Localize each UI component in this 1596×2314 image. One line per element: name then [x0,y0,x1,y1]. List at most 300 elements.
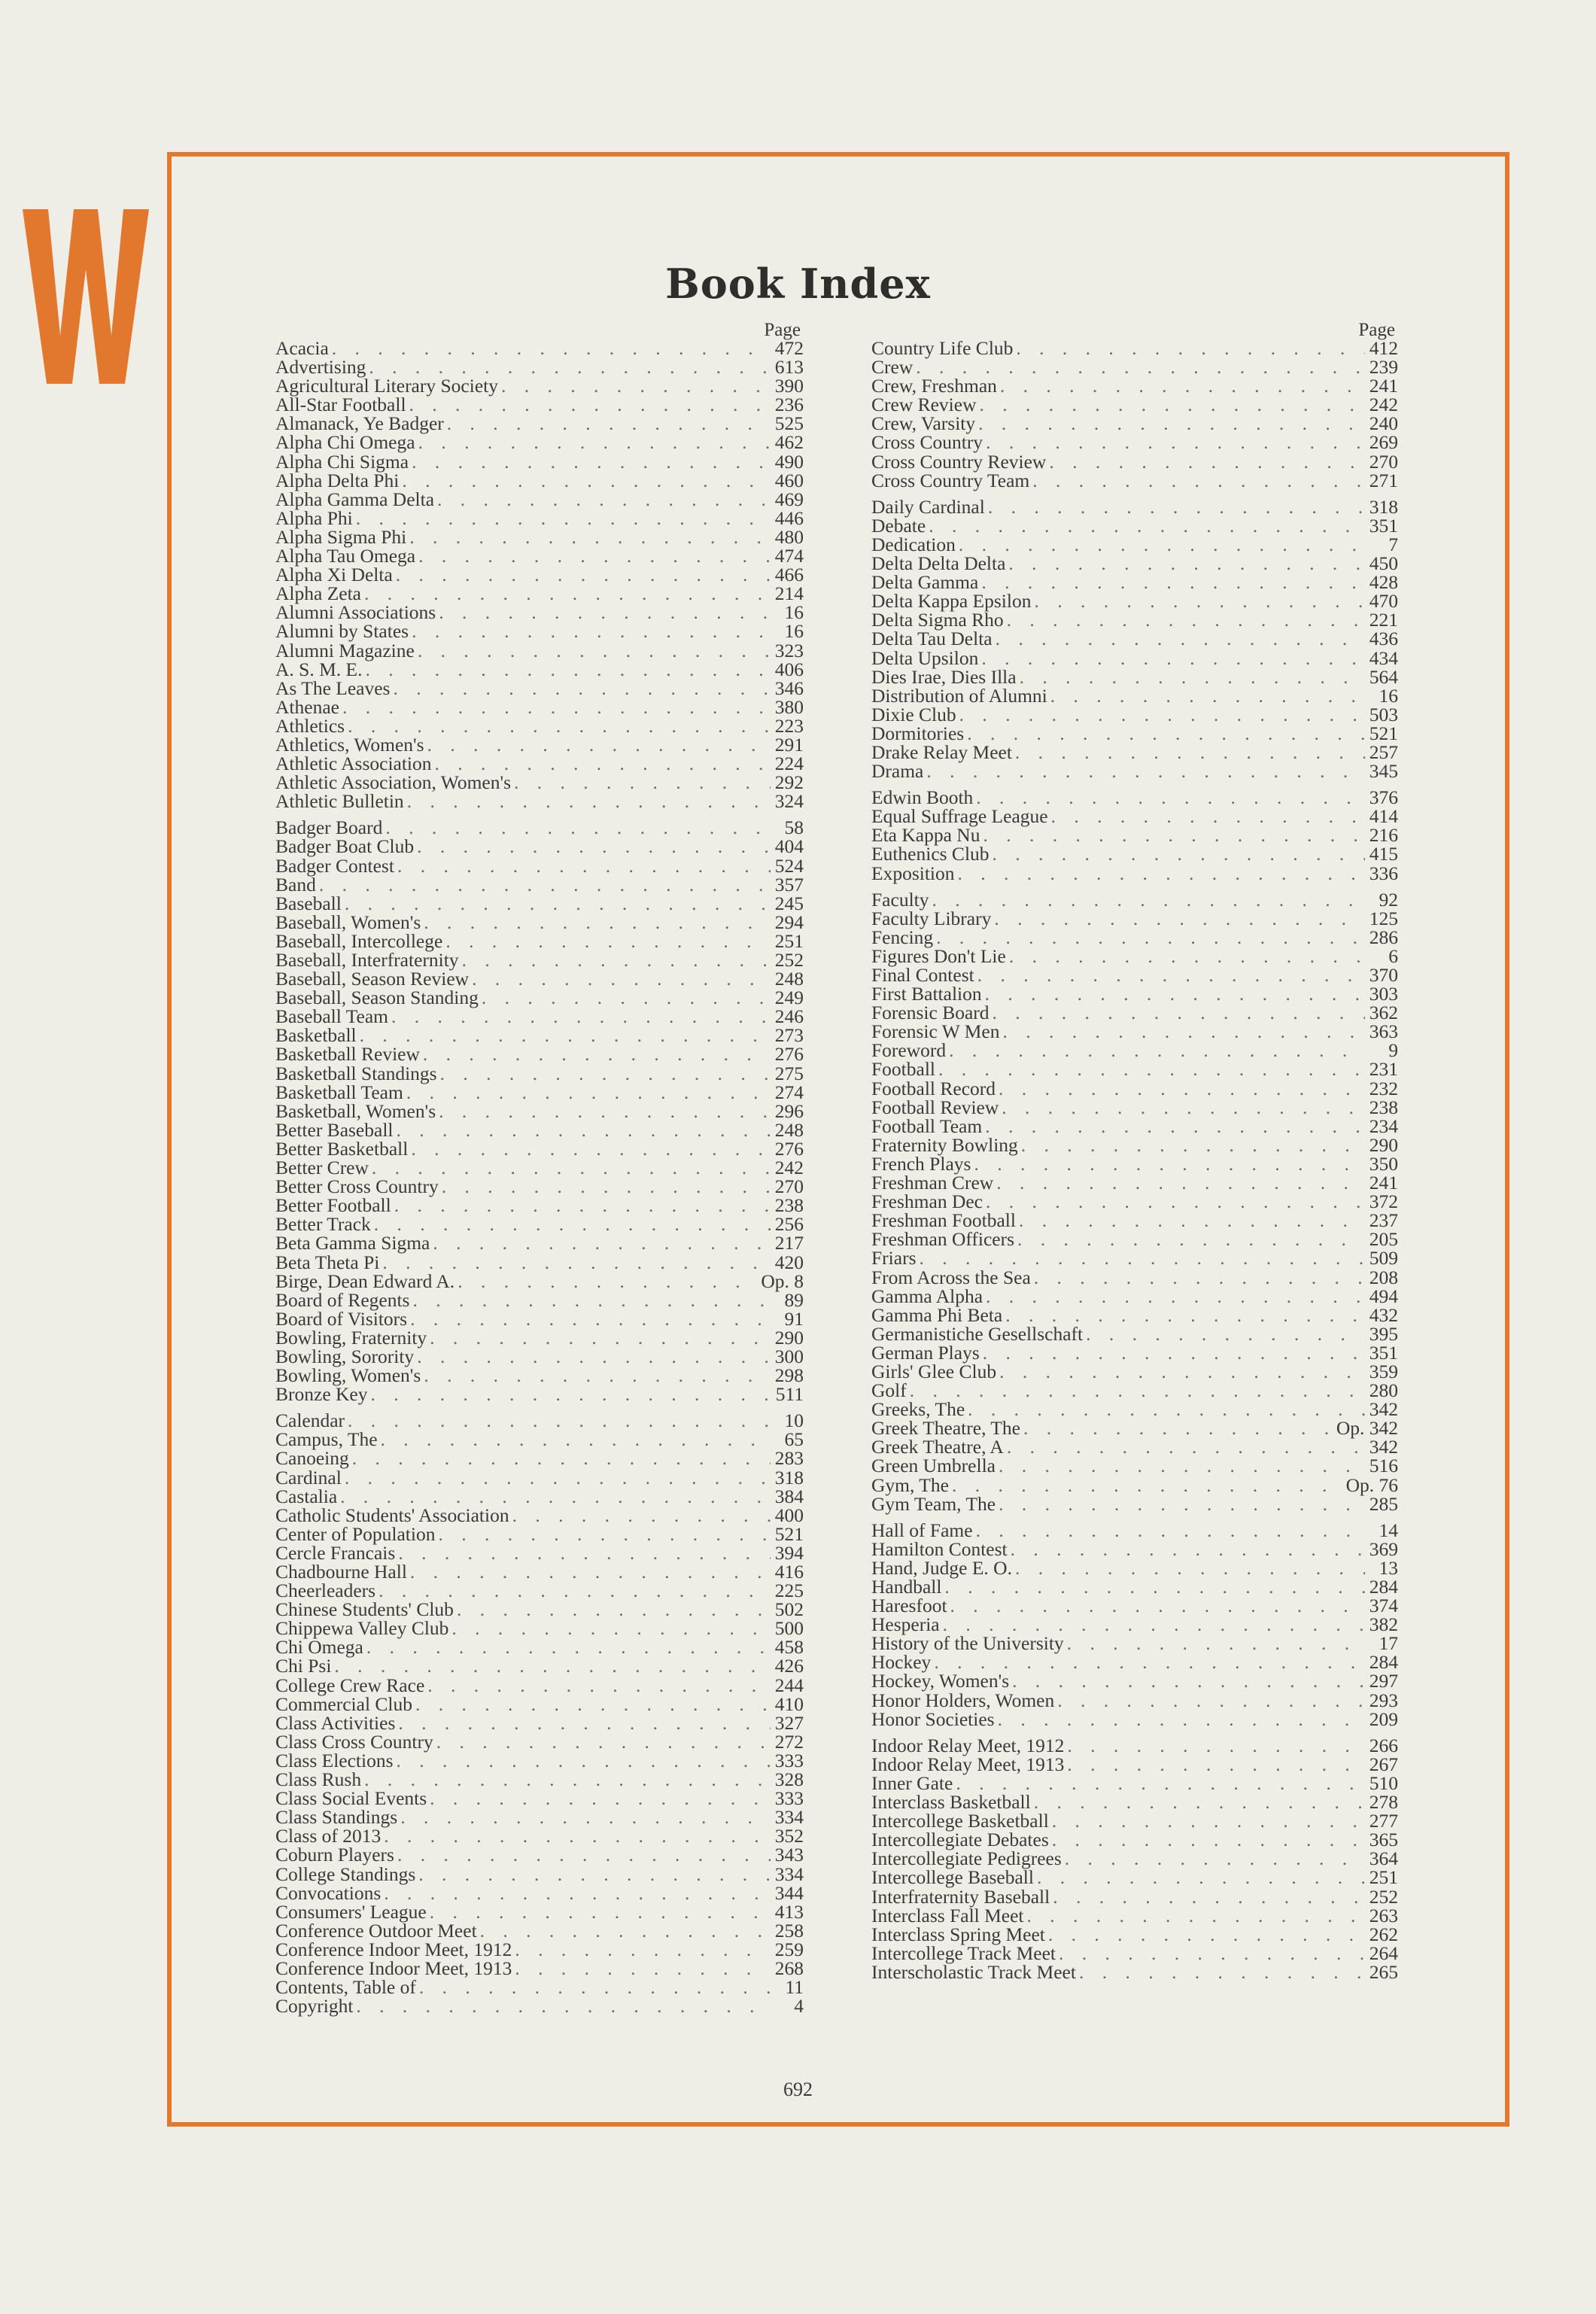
index-entry [275,679,804,698]
index-entry [275,620,804,643]
index-entry-name: Eta Kappa Nu [871,824,980,847]
index-entry-name: Athletics, Women's [275,733,424,756]
dot-leader [999,1456,1365,1475]
index-entry-name: Forensic Board [871,1002,990,1024]
index-entry [871,1830,1398,1849]
dot-leader [1019,1211,1365,1230]
index-entry [275,1411,804,1430]
dot-leader [920,1248,1366,1267]
index-entry-page: 276 [774,1043,804,1066]
index-entry-page: 258 [774,1919,804,1942]
dot-leader [433,1233,771,1252]
index-entry-name: Intercollege Baseball [871,1866,1034,1889]
dot-leader [1002,1022,1365,1041]
dot-leader [384,1884,771,1902]
index-entry-name: Beta Theta Pi [275,1251,380,1273]
index-entry-name: Athletics [275,714,345,737]
index-entry [871,1381,1398,1400]
index-entry [871,471,1398,490]
index-entry-page: 490 [774,450,804,473]
index-entry-page: 217 [774,1232,804,1254]
dot-leader [391,1007,771,1026]
index-entry [275,894,804,913]
index-entry [871,1133,1398,1156]
index-entry-page: 280 [1369,1379,1398,1402]
index-entry-name: Inner Gate [871,1771,953,1794]
index-entry-name: Cardinal [275,1466,342,1488]
index-entry [871,1003,1398,1022]
index-entry-name: Faculty [871,888,929,911]
index-entry [871,788,1398,807]
index-entry-name: Copyright [275,1995,354,2018]
index-entry [871,944,1398,967]
index-entry-page: 333 [774,1749,804,1771]
index-entry-page: 334 [774,1806,804,1829]
index-entry [871,740,1398,763]
dot-leader [1050,686,1365,705]
index-entry-name: Chi Psi [275,1655,332,1677]
dot-leader [412,1291,771,1309]
index-entry-name: Intercollege Basketball [871,1810,1049,1832]
index-entry-page: 214 [774,582,804,605]
dot-leader [952,1476,1343,1495]
index-entry-name: Hall of Fame [871,1519,973,1541]
index-entry-name: Chadbourne Hall [275,1561,407,1583]
dot-leader [417,1347,771,1366]
dot-leader [442,1177,771,1196]
index-entry-page: 252 [774,949,804,971]
index-entry [871,909,1398,928]
index-entry [275,1617,804,1640]
index-entry [275,1366,804,1385]
index-entry [871,1211,1398,1230]
index-entry-page: 240 [1369,412,1398,435]
index-entry-name: Indoor Relay Meet, 1913 [871,1753,1065,1775]
index-entry-name: Crew [871,356,914,379]
index-entry-page: 291 [774,733,804,756]
index-entry-page: 412 [1369,337,1398,359]
index-entry-name: French Plays [871,1152,971,1175]
index-entry [275,603,804,622]
index-entry-name: Athletic Association [275,753,432,775]
index-entry [871,1811,1398,1830]
index-entry-name: Class Cross Country [275,1730,433,1753]
index-entry-page: 296 [774,1099,804,1122]
dot-leader [999,1079,1365,1098]
index-entry [871,760,1398,783]
index-entry-name: Baseball, Season Standing [275,987,479,1009]
index-entry-page: 434 [1369,646,1398,669]
index-entry-name: Friars [871,1247,917,1270]
index-entry-page: 237 [1369,1209,1398,1232]
dot-leader [1051,807,1365,826]
index-entry-name: Alpha Gamma Delta [275,488,435,510]
index-entry-name: Canoeing [275,1447,349,1470]
dot-leader [472,969,771,988]
index-entry [871,984,1398,1003]
index-entry-page: 13 [1379,1556,1398,1579]
dot-leader [385,818,771,837]
index-entry-name: Euthenics Club [871,843,990,865]
index-entry-page: 290 [774,1326,804,1349]
index-entry [275,525,804,548]
index-entry-page: 470 [1369,590,1398,613]
dot-leader [384,1826,771,1845]
dot-leader [1032,471,1365,490]
index-entry-page: 238 [1369,1096,1398,1118]
index-entry-page: 225 [774,1580,804,1602]
dot-leader [430,1328,771,1347]
dot-leader [348,1411,771,1430]
index-entry [275,1064,804,1083]
index-entry-page: 262 [1369,1923,1398,1945]
index-entry-page: 344 [774,1881,804,1904]
index-entry [871,864,1398,883]
dot-leader [427,1676,771,1695]
index-entry [275,356,804,379]
dot-leader [977,965,1365,984]
index-entry [275,1845,804,1864]
dot-leader [1048,1925,1365,1944]
dot-leader [402,471,771,490]
index-entry-name: Calendar [275,1409,345,1432]
page-column-header: Page [1358,320,1395,340]
index-entry [275,1213,804,1236]
dot-leader [1067,1736,1365,1755]
index-entry-page: 346 [774,677,804,699]
index-entry [275,1826,804,1845]
index-entry [275,1347,804,1366]
index-entry-page: 236 [774,394,804,416]
index-entry-page: 334 [774,1862,804,1885]
dot-leader [1007,1437,1365,1456]
dot-leader [364,584,771,603]
dot-leader [515,1940,771,1959]
index-entry [871,516,1398,535]
index-entry-page: 365 [1369,1829,1398,1851]
index-entry-page: 248 [774,968,804,990]
index-entry-page: 9 [1388,1039,1398,1062]
index-entry-page: 239 [1369,356,1398,379]
dot-leader [348,716,771,735]
index-entry-name: Faculty Library [871,907,992,929]
dot-leader [1016,339,1365,357]
page-column-header: Page [764,320,801,340]
index-entry-page: 446 [774,506,804,529]
index-entry [275,1272,804,1291]
index-entry-page: 406 [774,658,804,680]
index-entry-page: 394 [774,1541,804,1564]
index-entry-name: Hockey [871,1651,932,1674]
dot-leader [381,1430,771,1449]
index-entry-page: 362 [1369,1002,1398,1024]
index-entry [871,1791,1398,1814]
index-entry [871,433,1398,452]
index-entry [275,1656,804,1675]
index-entry [871,1771,1398,1794]
index-entry-page: 242 [1369,394,1398,416]
index-entry-name: Foreword [871,1039,947,1062]
dot-leader [1021,1136,1365,1154]
dot-leader [418,433,771,452]
index-entry-name: Alumni by States [275,620,409,643]
index-entry-name: Honor Holders, Women [871,1689,1055,1711]
index-entry-page: 414 [1369,805,1398,828]
index-entry-page: 221 [1369,609,1398,631]
dot-leader [1034,591,1365,610]
index-entry [871,1362,1398,1381]
index-entry [871,1736,1398,1755]
index-entry-name: Indoor Relay Meet, 1912 [871,1734,1065,1756]
index-entry-name: Basketball Team [275,1081,403,1103]
index-entry-page: 286 [1369,926,1398,948]
dot-leader [996,629,1365,648]
dot-leader [396,565,771,584]
index-entry-page: 10 [784,1409,804,1432]
index-entry-page: 436 [1369,628,1398,650]
index-entry-name: Cercle Francais [275,1541,396,1564]
index-entry [275,837,804,856]
index-entry-name: Freshman Football [871,1209,1016,1232]
index-entry [275,969,804,988]
index-entry-page: 509 [1369,1247,1398,1270]
index-entry-name: Alpha Xi Delta [275,564,393,586]
index-entry-page: 466 [774,564,804,586]
index-entry-page: 252 [1369,1885,1398,1908]
index-entry [871,554,1398,573]
index-entry-name: Badger Contest [275,854,394,877]
dot-leader [1011,1540,1365,1558]
dot-leader [397,1751,771,1770]
dot-leader [430,1902,771,1921]
index-entry-name: Chi Omega [275,1636,363,1659]
dot-leader [418,1865,771,1884]
index-entry [871,1114,1398,1137]
dot-leader [976,788,1365,807]
index-entry [275,565,804,584]
index-entry [275,1487,804,1506]
dot-leader [458,1272,758,1291]
index-entry-page: 345 [1369,760,1398,783]
dot-leader [410,1562,771,1581]
index-entry-page: 216 [1369,824,1398,847]
dot-leader [369,357,771,376]
index-entry-name: Crew, Freshman [871,375,997,397]
index-entry-page: 58 [784,816,804,839]
index-entry-name: Hesperia [871,1613,940,1636]
index-entry-name: Delta Delta Delta [871,552,1006,575]
index-entry [871,1247,1398,1270]
index-entry [871,376,1398,395]
index-entry-page: 370 [1369,964,1398,986]
dot-leader [983,1343,1365,1362]
index-entry-page: 272 [774,1730,804,1753]
dot-leader [916,357,1365,376]
index-entry [871,571,1398,594]
index-entry-page: 395 [1369,1322,1398,1345]
index-entry-name: Class of 2013 [275,1825,382,1847]
dot-leader [1052,1830,1365,1849]
index-entry-page: 283 [774,1447,804,1470]
index-entry [275,695,804,718]
index-entry-name: Intercollege Track Meet [871,1942,1056,1964]
index-entry [275,1543,804,1562]
index-entry-page: 303 [1369,983,1398,1005]
index-entry-page: 277 [1369,1810,1398,1832]
index-entry-page: 342 [1369,1398,1398,1421]
index-entry-page: 65 [784,1428,804,1451]
index-entry-name: Chippewa Valley Club [275,1617,449,1640]
dot-leader [910,1381,1365,1400]
dot-leader [996,1173,1365,1192]
index-entry-name: Alpha Chi Omega [275,431,415,454]
dot-leader [409,395,771,414]
index-entry-name: Greek Theatre, A [871,1436,1004,1458]
index-entry [871,1577,1398,1596]
index-entry [871,1058,1398,1081]
index-entry-name: Cheerleaders [275,1580,376,1602]
dot-leader [400,1808,771,1826]
index-entry-name: Athletic Association, Women's [275,771,511,794]
index-entry-name: Handball [871,1576,942,1598]
index-entry-page: 244 [774,1674,804,1696]
dot-leader [407,792,771,810]
index-entry-page: 460 [774,469,804,491]
index-entry [871,1303,1398,1326]
dot-leader [998,1710,1365,1729]
index-entry-page: 270 [774,1175,804,1198]
index-entry-page: 284 [1369,1651,1398,1674]
index-entry-page: 290 [1369,1133,1398,1156]
index-entry-page: 324 [774,790,804,813]
index-entry-name: Advertising [275,356,366,379]
index-entry-name: Basketball Standings [275,1062,437,1084]
dot-leader [410,1309,771,1328]
dot-leader [1007,610,1365,629]
index-entry-page: 469 [774,488,804,510]
index-entry-name: Basketball, Women's [275,1099,436,1122]
index-entry-page: 14 [1379,1519,1398,1541]
index-entry [275,1139,804,1158]
index-entry-name: Final Contest [871,964,974,986]
index-entry-page: 268 [774,1957,804,1979]
index-entry [275,546,804,565]
index-entry-name: Class Social Events [275,1787,427,1810]
index-entry-page: 450 [1369,552,1398,575]
dot-leader [986,1287,1365,1306]
index-entry-name: Alpha Tau Omega [275,545,416,567]
index-entry-name: Exposition [871,862,955,884]
index-entry [275,1288,804,1311]
index-entry-page: 276 [774,1137,804,1160]
dot-leader [424,1366,771,1385]
index-entry-name: Dedication [871,533,956,555]
dot-leader [411,1139,771,1158]
index-entry-name: Forensic W Men [871,1020,1000,1043]
index-entry-name: Green Umbrella [871,1455,996,1477]
dot-leader [968,1400,1365,1419]
index-entry-page: 251 [774,929,804,952]
index-entry-name: Baseball, Women's [275,911,421,933]
index-entry-page: 89 [784,1288,804,1311]
index-entry-name: Girls' Glee Club [871,1360,997,1382]
index-entry-name: First Battalion [871,983,982,1005]
dot-leader [1065,1849,1365,1868]
index-entry-page: 524 [774,854,804,877]
dot-leader [412,452,771,471]
index-entry [871,724,1398,743]
index-entry-page: 369 [1369,1537,1398,1560]
dot-leader [988,497,1365,516]
index-entry [871,1651,1398,1674]
index-entry-page: 208 [1369,1266,1398,1288]
index-entry-name: Dormitories [871,722,965,744]
index-entry-page: 333 [774,1787,804,1810]
dot-leader [1009,947,1365,965]
index-entry-name: Coburn Players [275,1844,394,1866]
index-entry-page: 410 [774,1692,804,1715]
index-entry-name: Golf [871,1379,907,1402]
index-entry [871,1400,1398,1419]
index-entry-name: Crew Review [871,394,977,416]
index-entry [275,1600,804,1619]
index-entry-name: Equal Suffrage League [871,805,1048,828]
index-entry [871,1041,1398,1060]
index-entry-name: Class Standings [275,1806,398,1829]
index-entry-page: 336 [1369,862,1398,884]
index-entry-page: 91 [784,1307,804,1330]
dot-leader [943,1615,1365,1634]
index-entry [275,1562,804,1581]
index-entry [275,1024,804,1047]
index-entry-name: College Crew Race [275,1674,425,1696]
index-entry-name: Bowling, Sorority [275,1345,415,1367]
dot-leader [515,1959,771,1978]
index-entry-page: 300 [774,1345,804,1367]
index-entry-name: Football Team [871,1114,983,1137]
index-entry [275,716,804,735]
index-entry [275,1118,804,1141]
index-entry [275,913,804,932]
index-entry [275,1995,804,2018]
dot-leader [1015,1558,1365,1577]
index-entry [275,1083,804,1102]
index-entry-name: Board of Visitors [275,1307,408,1330]
index-entry-name: Greeks, The [871,1398,965,1421]
index-entry-name: Basketball [275,1024,357,1047]
index-entry-name: Honor Societies [871,1707,995,1730]
index-entry-name: Convocations [275,1881,382,1904]
index-entry [275,988,804,1007]
index-entry-name: Fencing [871,926,934,948]
dot-leader [929,516,1365,535]
index-entry-name: Bronze Key [275,1383,368,1406]
index-entry-name: Chinese Students' Club [275,1598,454,1621]
index-entry [871,1887,1398,1906]
index-entry-page: 416 [774,1561,804,1583]
index-entry-name: Delta Upsilon [871,646,979,669]
index-entry-name: Cross Country Review [871,450,1047,473]
index-entry-name: Better Track [275,1213,371,1236]
index-entry-name: Germanistiche Gesellschaft [871,1322,1084,1345]
index-entry-page: 275 [774,1062,804,1084]
index-entry [871,1192,1398,1211]
index-entry-name: Almanack, Ye Badger [275,412,444,435]
index-entry-name: Haresfoot [871,1595,947,1617]
index-entry-name: Better Basketball [275,1137,409,1160]
index-entry-name: Football Review [871,1096,999,1118]
index-entry [275,1770,804,1789]
